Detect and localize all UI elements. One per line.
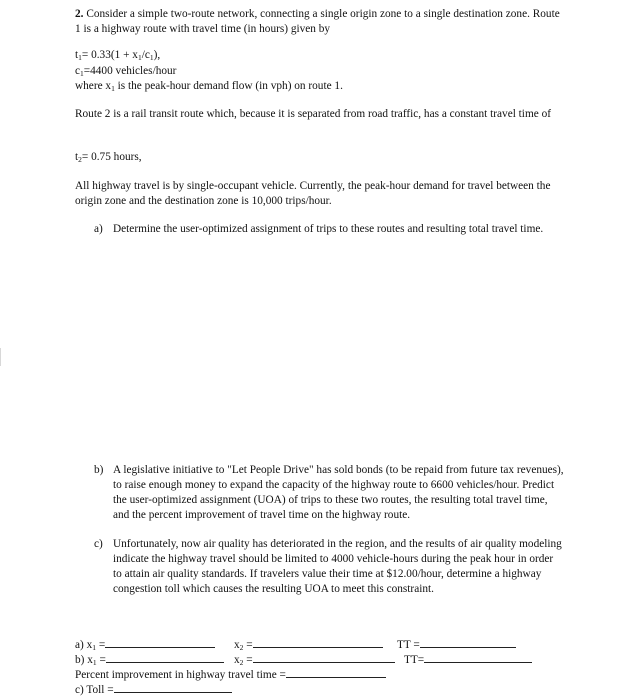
problem-intro (75, 7, 565, 37)
part-b-label: b) (94, 464, 104, 476)
part-a (94, 222, 564, 237)
part-c-label: c) (94, 538, 103, 550)
answer-a-tt-blank[interactable] (420, 637, 516, 648)
answer-toll: c) Toll = (75, 682, 232, 698)
answer-b-x2-blank[interactable] (253, 652, 395, 663)
page-edge-mark (0, 348, 1, 366)
answer-a-x2: $x_2$ = (234, 637, 383, 653)
answer-b-tt: TT= (404, 652, 532, 668)
route2-paragraph: Route 2 is a rail transit route which, because it is separated from road traffic, has a constant travel time of (75, 108, 551, 120)
answer-a-x1-blank[interactable] (105, 637, 215, 648)
part-a-label: a) (94, 223, 103, 235)
equation-c1: $c_1=4400$ vehicles/hour (75, 65, 177, 78)
answer-b-x1: b) $x_1$ = (75, 652, 224, 668)
part-c-text: Unfortunately, now air quality has deteriorated in the region, and the results of air quality modeling indicate the highway travel should be limited to 4000 vehicle-hours during the peak hour in order to attain air quality standards. If travelers value their time at $12.00/hour, determine a highway congestion toll which causes the resulting UOA to meet this constraint. (113, 538, 562, 595)
equation-t2: $t_2= 0.75$ hours, (75, 151, 142, 164)
answer-a-x2-blank[interactable] (253, 637, 383, 648)
answer-a-tt: TT = (397, 637, 516, 653)
answer-toll-blank[interactable] (114, 682, 232, 693)
equation-t1: $t_1= 0.33(1 + x_1/c_1)$, (75, 49, 161, 62)
answer-percent-blank[interactable] (286, 667, 386, 678)
answer-b-x1-blank[interactable] (106, 652, 224, 663)
part-a-text: Determine the user-optimized assignment of trips to these routes and resulting total travel time. (113, 223, 544, 235)
where-clause: where $x_1$ is the peak-hour demand flow (in vph) on route 1. (75, 80, 343, 93)
demand-paragraph: All highway travel is by single-occupant vehicle. Currently, the peak-hour demand for travel between the origin zone and the destination zone is 10,000 trips/hour. (75, 180, 551, 207)
answer-b-x2: $x_2$ = (234, 652, 395, 668)
problem-intro-text: Consider a simple two-route network, connecting a single origin zone to a single destination zone. Route 1 is a highway route with travel time (in hours) given by (75, 8, 560, 35)
part-c (94, 537, 564, 597)
problem-number: 2. (75, 8, 84, 20)
answer-a-x1: a) $x_1$ = (75, 637, 215, 653)
part-b (94, 463, 564, 523)
answer-b-tt-blank[interactable] (424, 652, 532, 663)
part-b-text: A legislative initiative to "Let People Drive" has sold bonds (to be repaid from future tax revenues), to raise enough money to expand the capacity of the highway route to 6600 vehicles/hour. Predict the user-optimized assignment (UOA) of trips to these two routes, the resulting total travel time, and the percent improvement of travel time on the highway route. (113, 464, 564, 521)
answer-percent-improvement: Percent improvement in highway travel time = (75, 667, 386, 683)
